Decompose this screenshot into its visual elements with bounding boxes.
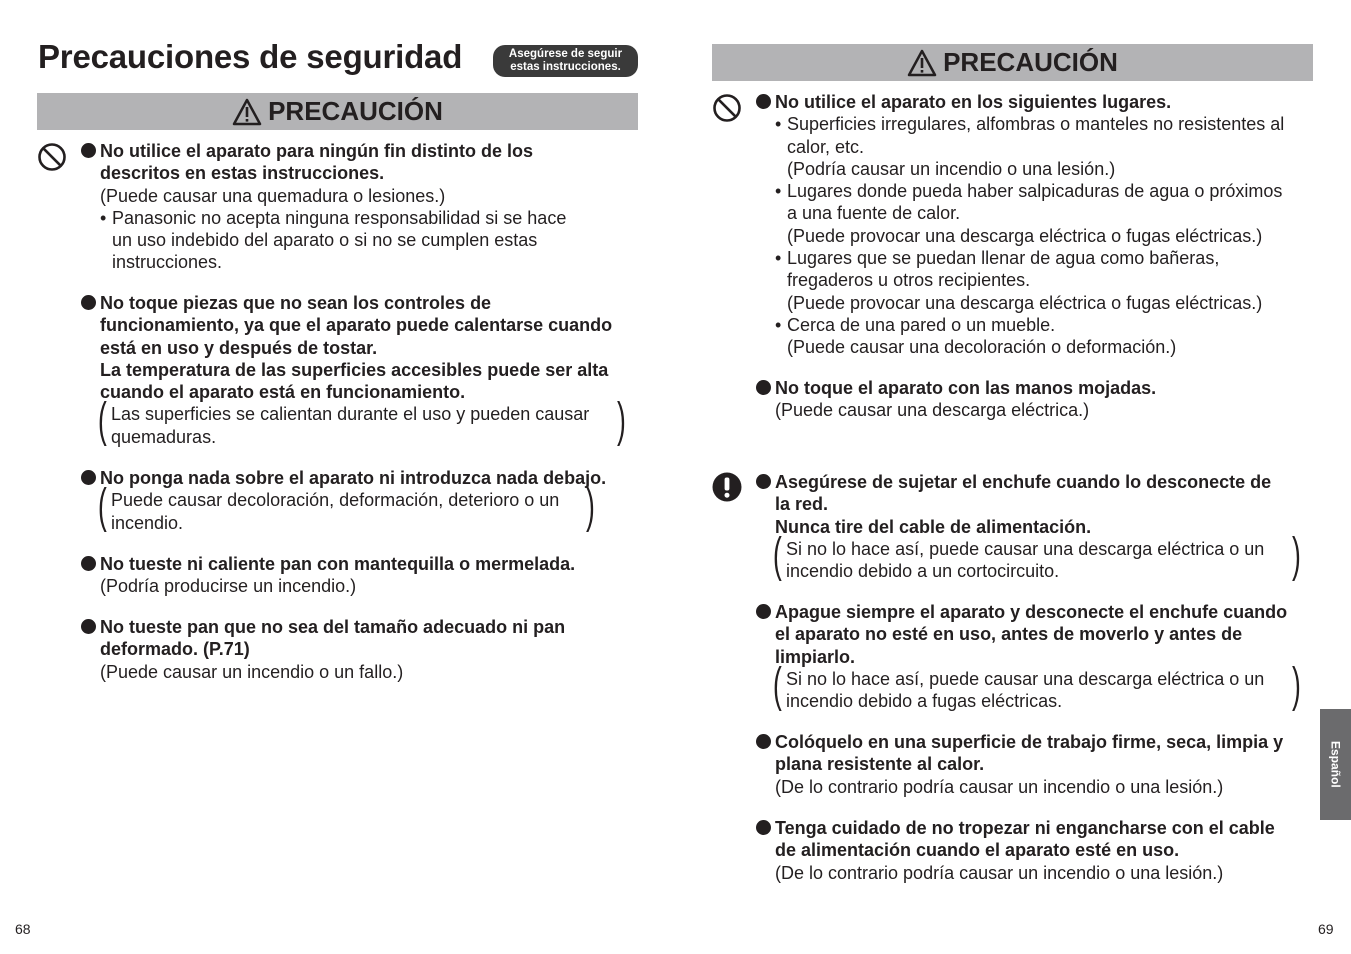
list-item: Apague siempre el aparato y desconecte el enchufe cuando el aparato no esté en uso, antes de moverlo y antes de limpiarlo. ( ) Si no lo hace así, puede causar una descarga eléctrica o un incendio debido a fugas eléctricas. xyxy=(775,601,1315,712)
explanation-note: ( ) Si no lo hace así, puede causar una descarga eléctrica o un incendio debido a un cortocircuito. xyxy=(773,528,1301,582)
list-item: Tenga cuidado de no tropezar ni engancharse con el cable de alimentación cuando el aparato esté en uso. (De lo contrario podría causar un incendio o una lesión.) xyxy=(775,817,1315,884)
list-item: Colóquelo en una superficie de trabajo firme, seca, limpia y plana resistente al calor. (De lo contrario podría causar un incendio o una lesión.) xyxy=(775,731,1315,798)
warning-triangle-icon xyxy=(232,98,262,126)
bullet-icon xyxy=(756,380,771,395)
bullet-icon xyxy=(81,619,96,634)
prohibition-icon xyxy=(37,142,67,172)
list-item: No utilice el aparato en los siguientes lugares. • Superficies irregulares, alfombras o manteles no resistentes al calor, etc. (Podría causar un incendio o una lesión.) • Lugares donde pueda haber salpicaduras de agua o próximos a una fuente de calor. (Puede provocar una descarga eléctrica o fugas eléctricas.) • Lugares que se puedan llenar de agua como bañeras, fregaderos u otros recipientes. (Puede provocar una descarga eléctrica o fugas eléctricas.) • Cerca de una pared o un mueble. (Puede causar una decoloración o deformación.) xyxy=(775,91,1315,359)
bullet-icon xyxy=(756,604,771,619)
page-title: Precauciones de seguridad xyxy=(38,38,463,75)
warning-triangle-icon xyxy=(907,49,937,77)
list-item: No ponga nada sobre el aparato ni introduzca nada debajo. ( ) Puede causar decoloración, deformación, deterioro o un incendio. xyxy=(100,467,640,534)
list-item: No utilice el aparato para ningún fin distinto de los descritos en estas instrucciones. (Puede causar una quemadura o lesiones.) • Panasonic no acepta ninguna responsabilidad si se hace un uso indebido del aparato o si no se cumplen estas instrucciones. xyxy=(100,140,640,274)
bullet-icon xyxy=(81,143,96,158)
bullet-icon xyxy=(756,94,771,109)
list-item: No tueste ni caliente pan con mantequilla o mermelada. (Podría producirse un incendio.) xyxy=(100,553,640,598)
bullet-icon xyxy=(756,820,771,835)
bullet-icon xyxy=(81,556,96,571)
page-number-right: 69 xyxy=(1318,921,1334,937)
list-item: No toque el aparato con las manos mojadas. (Puede causar una descarga eléctrica.) xyxy=(775,377,1315,422)
prohibition-icon xyxy=(712,93,742,123)
caution-header-left: PRECAUCIÓN xyxy=(37,93,638,130)
language-tab: Español xyxy=(1320,709,1351,820)
list-item: No toque piezas que no sean los controles de funcionamiento, ya que el aparato puede calentarse cuando está en uso y después de tostar. La temperatura de las superficies accesibles puede ser alta cuando el aparato está en funcionamiento. ( ) Las superficies se calientan durante el uso y pueden causar quemaduras. xyxy=(100,292,640,448)
instruction-badge: Asegúrese de seguir estas instrucciones. xyxy=(493,45,638,77)
bullet-icon xyxy=(81,295,96,310)
bullet-icon xyxy=(756,734,771,749)
list-item: No tueste pan que no sea del tamaño adecuado ni pan deformado. (P.71) (Puede causar un incendio o un fallo.) xyxy=(100,616,640,683)
explanation-note: ( ) Si no lo hace así, puede causar una descarga eléctrica o un incendio debido a fugas eléctricas. xyxy=(773,658,1301,712)
bullet-icon xyxy=(756,474,771,489)
caution-header-right: PRECAUCIÓN xyxy=(712,44,1313,81)
bullet-icon xyxy=(81,470,96,485)
list-item: Asegúrese de sujetar el enchufe cuando lo desconecte de la red. Nunca tire del cable de alimentación. ( ) Si no lo hace así, puede causar una descarga eléctrica o un incendio debido a un cortocircuito. xyxy=(775,471,1315,582)
explanation-note: ( ) Puede causar decoloración, deformación, deterioro o un incendio. xyxy=(98,480,595,534)
page-number-left: 68 xyxy=(15,921,31,937)
exclamation-icon xyxy=(712,472,742,502)
explanation-note: ( ) Las superficies se calientan durante el uso y pueden causar quemaduras. xyxy=(98,394,626,448)
